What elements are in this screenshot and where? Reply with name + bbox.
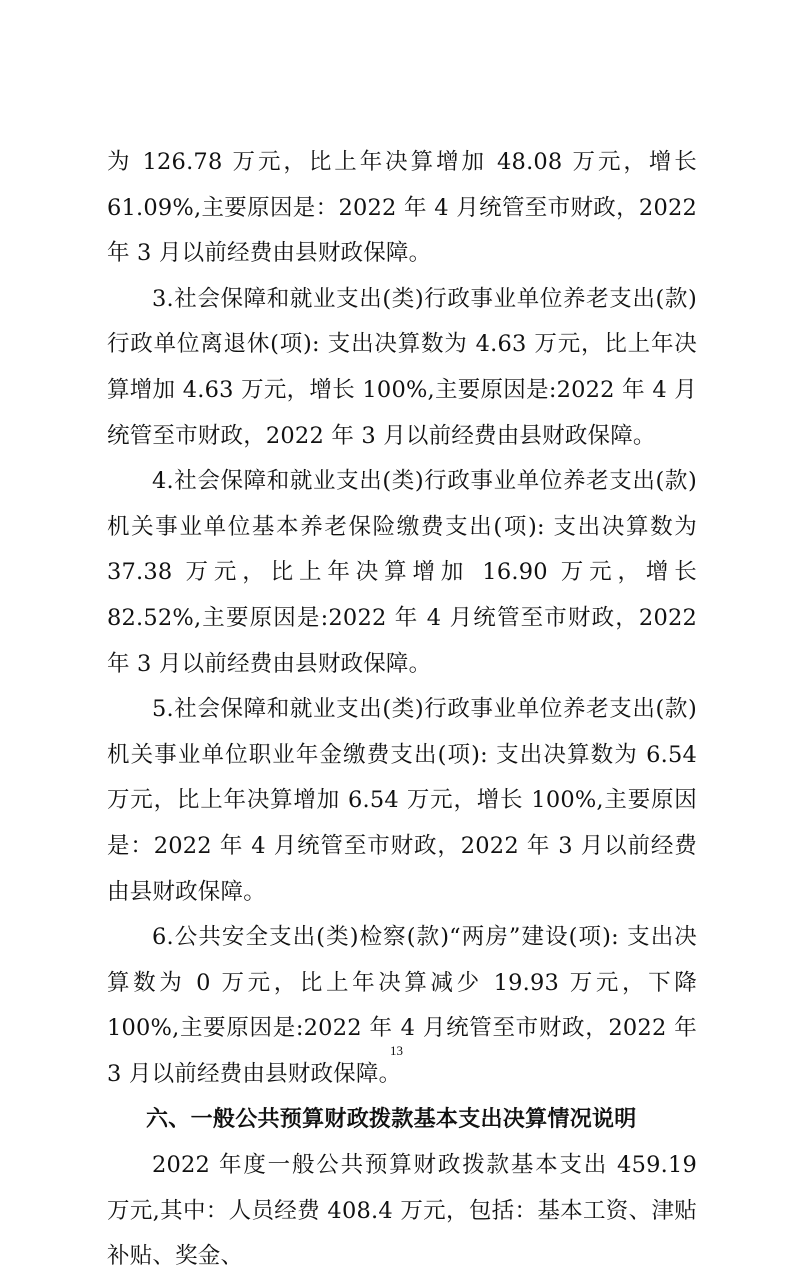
paragraph-item-6: 6.公共安全支出(类)检察(款)“两房”建设(项): 支出决算数为 0 万元，比上年决算减少 19.93 万元，下降 100%,主要原因是:2022 年 4 月统管至市财政，2022 年 3 月以前经费由县财政保障。: [107, 924, 697, 1087]
document-body: [107, 140, 697, 1280]
section-heading: 六、一般公共预算财政拨款基本支出决算情况说明: [146, 1107, 637, 1133]
paragraph-item-3: 3.社会保障和就业支出(类)行政事业单位养老支出(款)行政单位离退休(项): 支出决算数为 4.63 万元，比上年决算增加 4.63 万元，增长 100%,主要原因是:2022 年 4 月统管至市财政，2022 年 3 月以前经费由县财政保障。: [107, 285, 697, 449]
paragraph-item-4: 4.社会保障和就业支出(类)行政事业单位养老支出(款)机关事业单位基本养老保险缴费支出(项): 支出决算数为 37.38 万元，比上年决算增加 16.90 万元，增长 82.52%,主要原因是:2022 年 4 月统管至市财政，2022 年 3 月以前经费由县财政保障。: [107, 468, 697, 677]
paragraph-continuation: 为 126.78 万元，比上年决算增加 48.08 万元，增长 61.09%,主要原因是：2022 年 4 月统管至市财政，2022 年 3 月以前经费由县财政保障。: [107, 149, 697, 267]
paragraph-basic-expenditure: 2022 年度一般公共预算财政拨款基本支出 459.19 万元,其中：人员经费 408.4 万元，包括：基本工资、津贴补贴、奖金、: [107, 1152, 697, 1270]
page-number: 13: [390, 1043, 403, 1058]
paragraph-item-5: 5.社会保障和就业支出(类)行政事业单位养老支出(款)机关事业单位职业年金缴费支出(项): 支出决算数为 6.54 万元，比上年决算增加 6.54 万元，增长 100%,主要原因是：2022 年 4 月统管至市财政，2022 年 3 月以前经费由县财政保障。: [107, 696, 697, 905]
